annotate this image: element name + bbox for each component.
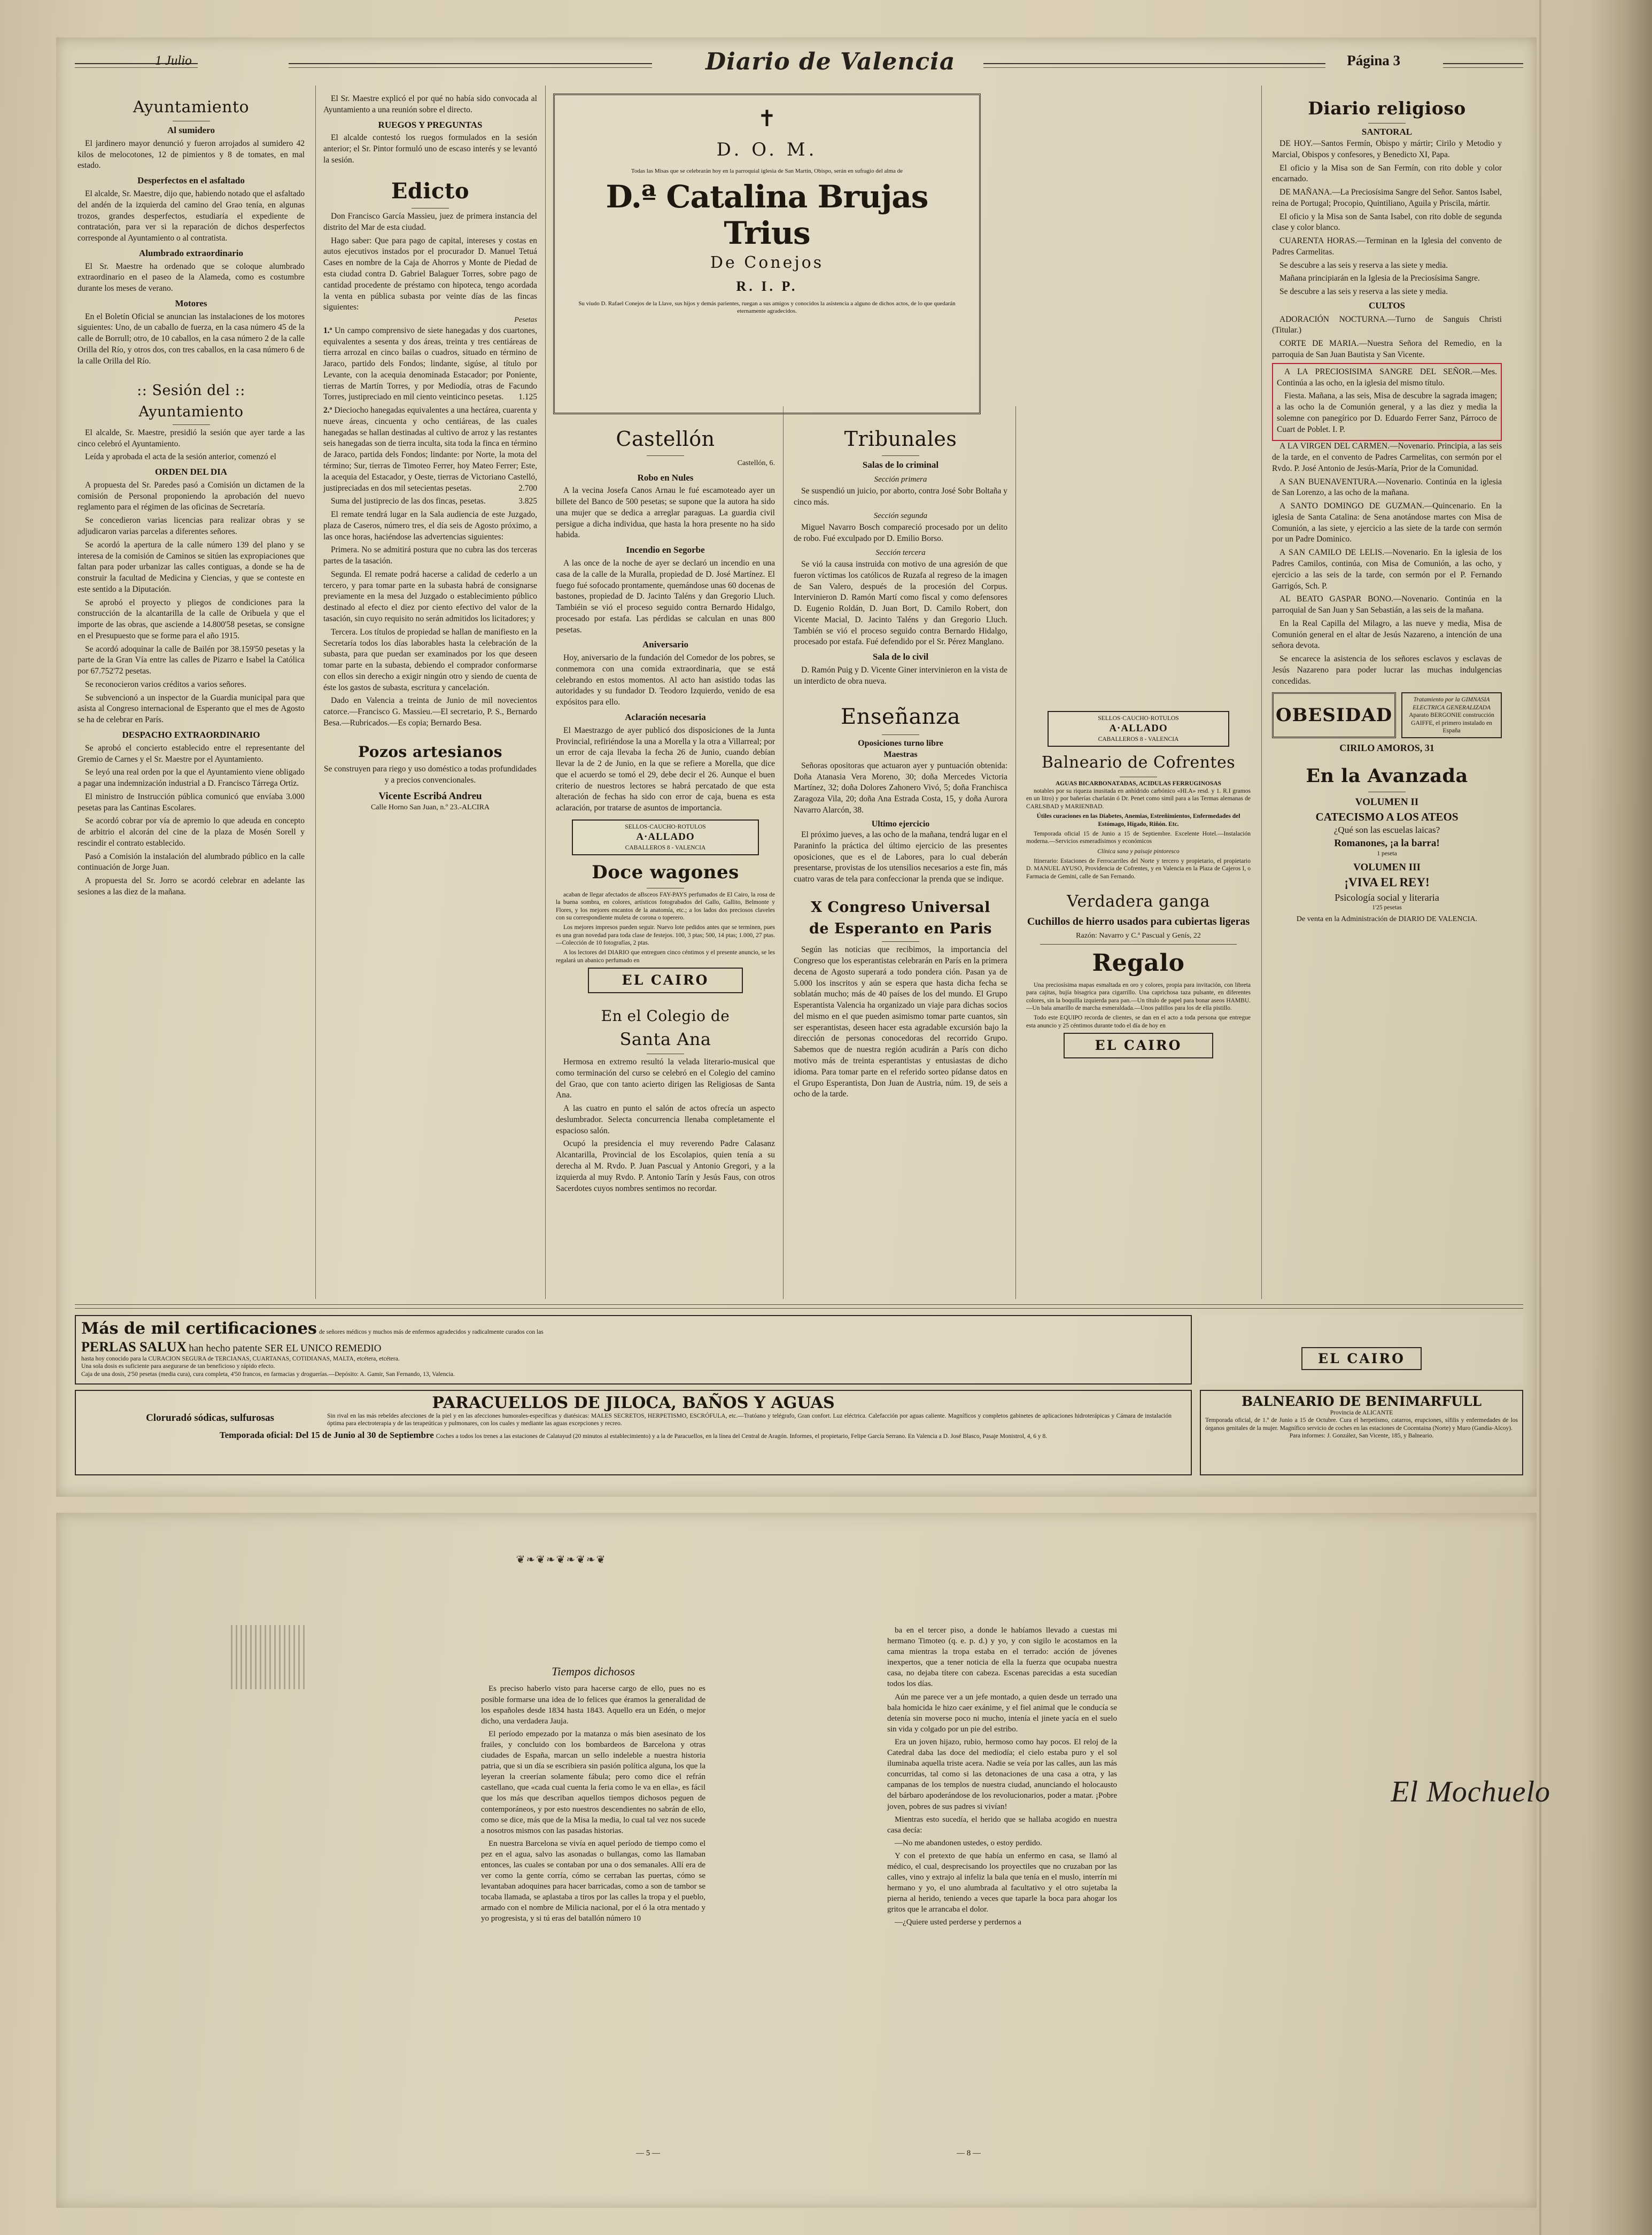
ad-line: SELLOS·CAUCHO·ROTULOS [1098, 715, 1179, 722]
subhead-aniversario: Aniversario [642, 639, 688, 650]
ad-text: Sin rival en las más rebeldes afecciones de la piel y en las afecciones humorales-específicas y diatésicas: MALES SECRETOS, HERPETISMO, ESCRÓFULA, etc.—Tratóano y telégrafo, Gran confort. Luz eléctrica. Calefacción por aguas caliente. Magníficos y completos gabinetes de aplicaciones hidroterápicas y Cámara de instalación óptima para electroterapia y de las terapeúticas y pulmonares, con los cuales y mediante las aguas excepciones y recreo. [327, 1413, 1172, 1427]
ad-sub: Cloruradó sódicas, sulfurosas [146, 1412, 274, 1424]
paragraph: Segunda. El remate podrá hacerse a calidad de cederlo a un tercero, y para tomar parte en la subasta habrá de consignarse previamente en la mesa del Juzgado o establecimiento público destinado al efecto el diez por ciento efectivo del valor de la tasación, sin cuyo requisito no serán admitidos los licitadores; y [323, 569, 537, 623]
dateline: Castellón, 6. [737, 459, 775, 467]
paragraph: Dado en Valencia a treinta de Junio de mil novecientos catorce.—Francisco G. Massieu.—El secretario, P. S., Bernardo Besa.—Rubricados.—Es copia; Bernardo Besa. [323, 696, 537, 728]
subhead-seccion-tercera: Sección tercera [875, 548, 926, 557]
masthead [75, 48, 1523, 77]
ad-address: Calle Horno San Juan, n.º 23.-ALCIRA [370, 803, 490, 812]
ad-title-verdadera-ganga: Verdadera ganga [1067, 892, 1210, 911]
section-title-edicto: Edicto [391, 178, 470, 204]
masthead-mochuelo: El Mochuelo [1391, 1775, 1550, 1808]
ad-sub: de señores médicos y muchos más de enfermos agradecidos y radicalmente curados con las [319, 1329, 544, 1335]
paragraph: ADORACIÓN NOCTURNA.—Turno de Sanguis Christi (Titular.) [1272, 314, 1502, 335]
paragraph: Se vió la causa instruida con motivo de una agresión de que fueron víctimas los católicos de Ruzafa al regreso de la imagen de San Valero, después de la procesión del Corpus. Intervinieron D. Ramón Martí como fiscal y como defensores D. Eugenio Roldán, D. Juan Bort, D. Camilo Robert, don Vicente Macial, D. Jacinto Taléns y dan Gregorio Lluch. También se vió el proceso seguido contra Bernardo Hidalgo, procesado por estafa. Fué defendido por el Sr. Pérez Manglano. [794, 560, 1007, 647]
subhead-orden-dia: ORDEN DEL DIA [154, 467, 228, 477]
column-diario-religioso [1272, 94, 1502, 925]
ad-title-balneario-cofrentes: Balneario de Cofrentes [1041, 753, 1236, 772]
paragraph: DE MAÑANA.—La Preciosísima Sangre del Señor. Santos Isabel, reina de Portugal; Procopio, Quintiliano, Aguila y Priscila, mártir. [1272, 188, 1502, 208]
paragraph: Era un joven hijazo, rubio, hermoso como hay pocos. El reloj de la Catedral daba las doce del mediodía; el cielo estaba puro y el sol iluminaba aquella triste acera. Nadie se veía por las calles, aun las más concurridas, tal como si las detonaciones de una casa a otra, y las campanas de los templos de nuestra ciudad, anunciando el holocausto del bárbaro apoderándose de los revolucionarios, poder a matar. ¡Pobre joven, pobres de sus padres si vivían! [887, 1737, 1117, 1811]
paragraph: Leída y aprobada el acta de la sesión anterior, comenzó el [85, 452, 276, 462]
section-title-ensenanza: Enseñanza [841, 705, 960, 730]
subhead-sala-criminal: Salas de lo criminal [862, 459, 939, 470]
highlighted-notice [1272, 363, 1502, 442]
page-fold [1539, 0, 1541, 2235]
ad-line: CABALLEROS 8 - VALENCIA [625, 844, 706, 851]
ad-line: CABALLEROS 8 - VALENCIA [1098, 736, 1179, 743]
paragraph: En nuestra Barcelona se vivía en aquel período de tiempo como el pez en el agua, salvo las asonadas o bullangas, como las llamaban entonces, las cuales se contaban por una o dos semanales. Allí era de ver como la gente corría, cómo se cerraban las puertas, cómo se levantaban adoquines para hacer barricadas, como a son de tambor se tocaba llamada, se aplastaba a tiros por las calles la tropa y el pueblo, armado con el nombre de Milicia nacional, por el ó la otra mentado y yo progresista, y si tú eras del batallón número 10 [481, 1839, 705, 1923]
ad-brand-elcairo: EL CAIRO [588, 968, 743, 993]
section-title-colegio: En el Colegio de [601, 1007, 730, 1025]
subhead-cultos: CULTOS [1368, 300, 1406, 311]
paragraph: El remate tendrá lugar en la Sala audiencia de este Juzgado, plaza de Caseros, número tres, el día seis de Agosto próximo, a las once horas, haciéndose las advertencias siguientes: [323, 510, 537, 542]
paragraph [323, 496, 537, 507]
ad-obesidad: OBESIDAD [1272, 692, 1396, 738]
volume-2-label: VOLUMEN II [1355, 796, 1419, 808]
paragraph: Y con el pretexto de que había un enfermo en casa, se llamó al médico, el cual, desprecisando los proyectiles que no cruzaban por las calles, vino y extrajo al infeliz la bala que tenía en el muslo, interrín mi hermano y yo, el uno alumbrada al facultativo y el otro sujetaba la pierna al herido, teniendo a veces que taparle la boca para ahogar los gritos que le arrancaba el dolor. [887, 1851, 1117, 1914]
article-title: Tiempos dichosos [552, 1665, 635, 1678]
suma-value: 3.825 [518, 497, 537, 506]
ad-banner-salux [75, 1315, 1192, 1385]
paragraph: —No me abandonen ustedes, o estoy perdido. [895, 1838, 1042, 1847]
section-title-esperanto-2: de Esperanto en Paris [809, 921, 992, 938]
subhead-incendio: Incendio en Segorbe [626, 545, 705, 555]
masthead-title: Diario de Valencia [705, 48, 956, 75]
ad-banner-paracuellos [75, 1390, 1192, 1475]
paragraph: Los mejores impresos pueden seguir. Nuevo lote pedidos antes que se terminen, pues es una gran novedad para toda clase de festejos. 100, 3 ptas; 500, 14 ptas; 1.000, 27 ptas.—Colección de 10 fotografías, 2 ptas. [556, 924, 775, 947]
ad-brand: A·ALLADO [1109, 723, 1168, 734]
subhead-motores: Motores [175, 298, 207, 308]
paragraph: Hermosa en extremo resultó la velada literario-musical que como terminación del curso se celebró en el Colegio del camino del Grao, que con tanto acierto dirigen las Religiosas de Santa Ana. [556, 1057, 775, 1100]
paragraph: El próximo jueves, a las ocho de la mañana, tendrá lugar en el Paraninfo la práctica del último ejercicio de las presentes oposiciones, que es el de Labores, para lo cual deberán presentarse, provistas de los utensilios necesarios a este fin, más cuatro varas de tela para confeccionar la prenda que se indique. [794, 830, 1007, 884]
paragraph: El alcalde contestó los ruegos formulados en la sesión anterior; el Sr. Pintor formuló uno de escaso interés y se levantó la sesión. [323, 133, 537, 165]
ad-brand-elcairo-2: EL CAIRO [1064, 1033, 1213, 1058]
paragraph: El oficio y la Misa son de San Fermín, con rito doble y color encarnado. [1272, 163, 1502, 184]
page-number-left: — 5 — [636, 2149, 660, 2157]
paragraph: Se construyen para riego y uso doméstico a todas profundidades y a precios convencionales. [323, 764, 537, 785]
paragraph: ba en el tercer piso, a donde le habíamos llevado a cuestas mi hermano Timoteo (q. e. p. d.) y yo, y con sigilo le acostamos en la cama mientras la tropa estaba en el terrado: acción de jóvenes inexpertos, que a tener noticia de ella la fuerza que ocupaba nuestra casa, no dejaba títere con cabeza. Escenas parecidas a esta sucedían todos los días. [887, 1626, 1117, 1689]
ad-address-cirilo: CIRILO AMOROS, 31 [1339, 743, 1434, 754]
paragraph: A la vecina Josefa Canos Arnau le fué escamoteado ayer un billete del Banco de 500 pesetas; se supone que la autora ha sido una mujer que se dedica a arreglar paraguas. La guardia civil persigue a dicha individua, que hasta la hora presente no ha sido habida. [556, 486, 775, 540]
obituary-notice [553, 94, 981, 414]
volume-3-title: ¡VIVA EL REY! [1344, 875, 1430, 889]
paragraph: A SAN CAMILO DE LELIS.—Novenario. En la iglesia de los Padres Camilos, continúa, con Misa de Comunión, a las ocho, y ejercicio a las seis de la tarde, con sermón por el P. Fernando Garrigós, Sch. P. [1272, 548, 1502, 591]
paragraph: El Sr. Maestre ha ordenado que se coloque alumbrado extraordinario en el paseo de la Alameda, como es costumbre durante los meses de verano. [77, 261, 305, 293]
masthead-date: 1 Julio [155, 53, 192, 68]
item-value: 2.700 [518, 483, 537, 493]
paragraph: A los lectores del DIARIO que entreguen cinco céntimos y el presente anuncio, se les regalará un abanico perfumado en [556, 949, 775, 964]
paragraph: acaban de llegar afectados de aBsceos FAY-PAYS perfumados de El Cairo, la rosa de la buena sombra, en colores, artísticos fotograbados del Gallo, Gallito, Belmonte y Flores, y los mejores encantos de la anatomía, etc.; a los lados dos preciosos claveles con su correspondiente muleta de corona o toperero. [556, 891, 775, 921]
ad-line: SELLOS·CAUCHO·ROTULOS [625, 823, 706, 830]
section-title-ayuntamiento: Ayuntamiento [133, 98, 250, 117]
paragraph: Clínica sana y paisaje pintoresco [1097, 848, 1180, 855]
ad-text: Caja de una dosis, 2'50 pesetas (media cura), cura completa, 4'50 francos, en farmacias y droguerías.—Depósito: A. Gamir, San Fernando, 13, Valencia. [81, 1371, 455, 1378]
obituary-footer: Su viudo D. Rafael Conejos de la Llave, sus hijos y demás parientes, ruegan a sus amigos y conocidos la asistencia a alguno de dichos actos, de lo que quedarán eternamente agradecidos. [578, 300, 956, 315]
paragraph: —¿Quiere usted perderse y perdernos a [895, 1918, 1021, 1927]
ad-brand-elcairo-3: EL CAIRO [1301, 1347, 1422, 1370]
subhead-alumbrado: Alumbrado extraordinario [138, 248, 244, 258]
paragraph: A SANTO DOMINGO DE GUZMAN.—Quincenario. En la iglesia de Santa Catalina: de Sena anotándose martes con Misa de Comunión, a las siete, y ejercicio a las siete de la tarde con sermón por un Padre Dominico. [1272, 501, 1502, 544]
section-title-castellon: Castellón [616, 427, 715, 451]
column-anuncios [1026, 422, 1251, 1062]
ad-text: Cuchillos de hierro usados para cubiertas ligeras [1027, 916, 1250, 928]
paragraph: Hago saber: Que para pago de capital, intereses y costas en autos ejecutivos instados por el procurador D. Manuel Tetuá Cases en nombre de la Caja de Ahorros y Monte de Piedad de esta ciudad contra D. Gabriel Balaguer Torres, sobre pago de cantidad procedente de préstamo con hipoteca, tengo acordada la venta en pública subasta por veinte días de las fincas siguientes: [323, 236, 537, 312]
paragraph: Útiles curaciones en las Diabetes, Anemias, Estreñimientos, Enfermedades del Estómago, Hígado, Riñón. Etc. [1036, 813, 1240, 828]
paragraph: A LA PRECIOSISIMA SANGRE DEL SEÑOR.—Mes. Continúa a las ocho, en la iglesia del mismo título. [1277, 367, 1497, 388]
paragraph: A las once de la noche de ayer se declaró un incendio en una casa de la calle de la Muralla, propiedad de D. José Martínez. El fuego fué sofocado prontamente, quemándose unas 60 docenas de bastones, propiedad de D. Jacinto Taléns y dan Gregorio Lluch. Tambiéin se vió el proceso seguido contra Bernardo Hidalgo, procesado por estafa. Las pérdidas se calculan en unas 800 pesetas. [556, 559, 775, 635]
ad-temporada: Temporada oficial: Del 15 de Junio al 30 de Septiembre [219, 1429, 434, 1440]
paragraph: Señoras opositoras que actuaron ayer y puntuación obtenida: Doña Atanasia Vera Moreno, 30; doña Mercedes Victoria Martínez, 32; doña Dolores Zahonero Vivó, 5; doña Franchisca Zaragoza Vila, 20; doña Ana Estrada Costa, 15, y doña Aurora Navarro Alarcón, 38. [794, 761, 1007, 815]
paragraph: Según las noticias que recibimos, la importancia del Congreso que los esperantistas celebrarán en París en la primera decena de Agosto superará a todo pondera ción. Pasan ya de 5.000 los inscritos y aún se espera que hasta dicha fecha se soblatán mucho; más de 40 países de los del mundo. El Grupo Esperantista Valencia ha organizado un viaje para dichas socios del mismo en el que pueden asimismo tomar parte cuantos, sin ser esperantistas, deseen hacer esta agradable excursión bajo la dirección de personas conocedoras del recorrido Grupo. Sabemos que de nuestra región acudirán a París con dicho motivo más de treinta esperantistas y entusiastas de dicho idioma. Para tomar parte en el referido sorteo pídanse datos en el Grupo Esperantista, Don Juan de Austria, núm. 19, de seis a ocho de la tarde. [794, 945, 1007, 1099]
ad-title: PARACUELLOS DE JILOCA, BAÑOS Y AGUAS [432, 1394, 835, 1412]
section-title-tribunales: Tribunales [844, 427, 957, 451]
ad-province: Provincia de ALICANTE [1330, 1410, 1393, 1416]
ad-sellos-allado [572, 819, 759, 855]
subhead-oposiciones: Oposiciones turno libre [858, 739, 943, 748]
ad-text: Una sola dosis es suficiente para asegurarse de tan beneficioso y rápido efecto. [81, 1363, 275, 1370]
obituary-name: D.ª Catalina Brujas Trius [606, 178, 928, 251]
paragraph: A SAN BUENAVENTURA.—Novenario. Continúa en la iglesia de San Lorenzo, a las ocho de la mañana. [1272, 477, 1502, 498]
obituary-intro: Todas las Misas que se celebrarán hoy en la parroquial iglesia de San Martín, Obispo, serán en sufragio del alma de [631, 168, 903, 174]
paragraph: En el Boletín Oficial se anuncian las instalaciones de los motores siguientes: Uno, de un caballo de fuerza, en la casa número 45 de la calle de Borrull; otro, de 10 caballos, en la casa número 2 de la calle Orilla del Río, y otros dos, con tres caballos, en la casa número 6 de la calle Orilla del Río. [77, 312, 305, 366]
section-title-sesion: :: Sesión del :: [137, 382, 245, 399]
subhead-ruegos: RUEGOS Y PREGUNTAS [378, 119, 483, 130]
paragraph: A LA VIRGEN DEL CARMEN.—Novenario. Principia, a las seis de la tarde, en el convento de Padres Carmelitas, con sermón por el Rvdo. P. José Antonio de Jesús-María, Prior de la Comunidad. [1272, 442, 1502, 473]
item-text: Un campo comprensivo de siete hanegadas y dos cuartones, equivalentes a sesenta y dos áreas, treinta y tres centiáreas de tierra arrozal en cinco bailas o cuadros, situado en término de Jaraco, partido dels Fondos; lindante, sigúse, al título por Levante, con la acequia denominada Estacador; por Poniente, tierras de Martín Torres, y por Mediodía, otras de Facundo Torres, justipreciado en mil ciento veinticinco pesetas. [323, 326, 537, 402]
paragraph: DE HOY.—Santos Fermín, Obispo y mártir; Cirilo y Metodio y Marcial, Obispos y confesores, y Benedicto XI, Papa. [1272, 138, 1502, 159]
barcode-mark [230, 1625, 305, 1689]
obituary-dom: D. O. M. [716, 139, 818, 160]
item-value: 1.125 [518, 392, 537, 402]
ad-title-pozos: Pozos artesianos [358, 743, 503, 761]
subhead-aclaracion: Aclaración necesaria [625, 712, 706, 722]
volume-3-label: VOLUMEN III [1353, 862, 1421, 873]
ad-title-regalo: Regalo [1092, 949, 1185, 977]
paragraph: Aún me parece ver a un jefe montado, a quien desde un terrado una bala homicida le hizo caer exánime, y el fiel animal que le conducía se detenía sin moverse poco ni mucho, intenía el jinete yacía en el suelo sin vida y colgado por un pie del estribo. [887, 1692, 1117, 1734]
paragraph: A las cuatro en punto el salón de actos ofrecía un aspecto deslumbrador. Selecta concurrencia llenaba completamente el espacioso salón. [556, 1104, 775, 1135]
volume-2-sub: ¿Qué son las escuelas laicas? [1333, 824, 1440, 835]
ad-brand: PERLAS SALUX [81, 1339, 187, 1355]
venta-text: De venta en la Administración de DIARIO DE VALENCIA. [1296, 915, 1478, 924]
column-castellon [556, 422, 775, 1196]
paragraph: El alcalde, Sr. Maestre, presidió la sesión que ayer tarde a las cinco celebró el Ayuntamiento. [77, 428, 305, 448]
page-edge-shadow [1588, 0, 1652, 2235]
page-number-right: — 8 — [957, 2149, 981, 2157]
paragraph: Primera. No se admitirá postura que no cubra las dos terceras partes de la tasación. [323, 545, 537, 566]
paragraph: A propuesta del Sr. Jorro se acordó celebrar en adelante las sesiones a las diez de la mañana. [77, 876, 305, 896]
subhead-santoral: SANTORAL [1361, 127, 1413, 137]
paragraph: Mañana principiarán en la Iglesia de la Preciosísima Sangre. [1279, 274, 1480, 283]
volume-2-sub2: Romanones, ¡a la barra! [1334, 837, 1440, 849]
paragraph: Miguel Navarro Bosch compareció procesado por un delito de robo. Fué exculpado por D. Emilio Borso. [794, 523, 1007, 544]
paragraph: Itinerario: Estaciones de Ferrocarriles del Norte y tercero y propietario, el propietario D. MANUEL AYUSO, Providencia de Cofrentes, y en Valencia en la Plaza de Cajeros I, o Farmacia de Gemini, calle de San Fernando. [1026, 858, 1251, 880]
ad-title: Tratamiento por la GIMNASIA ELECTRICA GENERALIZADA [1413, 697, 1491, 711]
ad-subtitle: AGUAS BICARBONATADAS, ACIDULAS FERRUGINOSAS [1055, 780, 1222, 787]
paragraph: Se subvencionó a un inspector de la Guardia municipal para que asista al Congreso internacional de Esperanto que el mes de Agosto se ha de celebrar en París. [77, 693, 305, 725]
ad-title: BALNEARIO DE BENIMARFULL [1241, 1394, 1482, 1409]
subhead-robo-nules: Robo en Nules [637, 472, 694, 483]
paragraph: Una preciosísima mapas esmaltada en oro y colores, propia para invitación, con libreta para cajitas, bujía bisagrica para cigarrillo. Una caprichosa taza pulsante, en diferentes colores, sin la boquilla izquierda para pan.—Un título de papel para bonar aseos HAMBU.—Un bala amarillo de marcha esmeraldada.—Unos palillos para los de ella pistillo. [1026, 981, 1251, 1011]
subhead-desperfectos: Desperfectos en el asfaltado [137, 175, 245, 186]
paragraph: Se leyó una real orden por la que el Ayuntamiento viene obligado a pagar una indemnización industrial a D. Francisco Tárrega Ortiz. [77, 768, 305, 788]
paragraph: El Sr. Maestre explicó el por qué no había sido convocada al Ayuntamiento a una reunión sobre el directo. [323, 94, 537, 114]
subhead-ultimo-ejercicio: Ultimo ejercicio [871, 819, 930, 829]
subhead-despacho: DESPACHO EXTRAORDINARIO [122, 729, 260, 740]
item-number: 2.ª [323, 406, 332, 415]
paragraph: El alcalde, Sr. Maestre, dijo que, habiendo notado que el asfaltado del andén de la izquierda del camino del Grao tenía, en algunas trozos, grandes desperfectos, estudiaría el expediente de contratación, para ver si la reparación de dichos desperfectos corresponde al Ayuntamiento o al contratista. [77, 189, 305, 243]
paragraph: CUARENTA HORAS.—Terminan en la Iglesia del convento de Padres Carmelitas. [1272, 236, 1502, 257]
subhead-maestras: Maestras [883, 750, 918, 760]
paragraph: El jardinero mayor denunció y fueron arrojados al sumidero 42 kilos de melocotones, 12 de pimientos y 8 de tomates, en mal estado. [77, 138, 305, 171]
paragraph: Temporada oficial 15 de Junio a 15 de Septiembre. Excelente Hotel.—Instalación moderna.—Servicios esmeradísimos y económicos [1026, 830, 1251, 845]
paragraph: Tercera. Los títulos de propiedad se hallan de manifiesto en la Secretaría todos los días laborables hasta la celebración de la subasta, para que puedan ser examinados por los que deseen tomar parte en la subasta, debiendo el comprador conformarse con ellos sin derecho a exigir ningún otro y siendo de cuenta de éste los gastos de subasta, escritura y cancelación. [323, 627, 537, 692]
paragraph: Se descubre a las seis y reserva a las siete y media. [1279, 260, 1448, 270]
column-mochuelo-right [887, 1625, 1117, 1930]
volume-3-sub: Psicología social y literaria [1335, 892, 1439, 903]
paragraph: Don Francisco García Massieu, juez de primera instancia del distrito del Mar de esta ciudad. [323, 212, 537, 232]
masthead-page: Página 3 [1347, 52, 1400, 68]
section-title-esperanto: X Congreso Universal [811, 899, 990, 916]
paragraph: Se suspendió un juicio, por aborto, contra José Sobr Boltaña y cinco más. [794, 486, 1007, 507]
ad-contact: Razón: Navarro y C.ª Pascual y Genís, 22 [1076, 932, 1201, 940]
paragraph: Mientras esto sucedía, el herido que se hallaba acogido en nuestra casa decía: [887, 1815, 1117, 1835]
list-item [323, 326, 537, 403]
paragraph: Fiesta. Mañana, a las seis, Misa de descubre la sagrada imagen; a las ocho la de Comunión general, y a las diez y media la solemne con panegírico por D. Eduardo Ferrer Sanz, Párroco de Cuart de Poblet. I. P. [1277, 391, 1497, 434]
paragraph: Ocupó la presidencia el muy reverendo Padre Calasanz Alcantarilla, Provincial de los Escolapios, quien tenía a su derecha al M. Rvdo. P. Juan Pascual y Antonio Gregori, y a la izquierda al muy Rvdo. P. Antonio Tarín y Jesús Faus, con otros Sacerdotes cuyos nombres sentimos no recordar. [556, 1139, 775, 1193]
paragraph: Se acordó la apertura de la calle número 139 del plano y se interesa de la comisión de Caminos se sitúen las expropiaciones que faltan para poder urbanizar las calles contiguas, a donde se ha de construir la facultad de Medicina y Ciencias, y que se conteste en este sentido a la Diputación. [77, 540, 305, 594]
paragraph: Se acordó cobrar por vía de apremio lo que adeuda en concepto de arbitrio el alcorán del cine de la plaza de Mosén Sorell y rescindir el contrato establecido. [77, 816, 305, 848]
cross-icon: ✝ [757, 107, 777, 132]
ad-contact: Para informes: J. González, San Vicente, 185, y Balneario. [1289, 1433, 1434, 1440]
ad-signature: Vicente Escribá Andreu [378, 790, 482, 802]
paragraph: A propuesta del Sr. Paredes pasó a Comisión un dictamen de la comisión de Personal proponiendo la aprobación del nuevo reglamento para el régimen de las oficinas de Secretaría. [77, 480, 305, 512]
section-title-sesion-2: Ayuntamiento [138, 403, 244, 420]
item-number: 1.ª [323, 326, 332, 335]
paragraph: notables por su riqueza inusitada en anhídrido carbónico «HI.A» resd. y 1. R.I gramos en un litro) y por bañerías charlatán ó Dr. Penet como simil para a las Termas alemanas de CARLSBAD y MARIENBAD. [1026, 788, 1251, 810]
obituary-name-2: De Conejos [710, 253, 824, 272]
ad-sellos-allado-2 [1048, 711, 1229, 747]
decorative-ornament: ❦❧❦❧❦❧❦❧❦ [516, 1554, 607, 1566]
column-ayuntamiento [77, 94, 305, 900]
paragraph: AL BEATO GASPAR BONO.—Novenario. Continúa en la parroquial de San Juan y San Sebastián, a las seis de la mañana. [1272, 594, 1502, 615]
ad-claim: han hecho patente SER EL UNICO REMEDIO [189, 1343, 382, 1354]
paragraph: Se acordó adoquinar la calle de Bailén por 38.159'50 pesetas y la parte de la Gran Vía entre las calles de Pizarro e Isabel la Católica por 67.752'72 pesetas. [77, 644, 305, 676]
paragraph: D. Ramón Puig y D. Vicente Giner intervinieron en la vista de un interdicto de obra nueva. [794, 665, 1007, 686]
ad-gimnasia-electrica [1401, 692, 1502, 738]
ad-text: Aparato BERGONIE construcción GAIFFE, el primero instalado en España [1409, 712, 1494, 734]
subhead-sala-civil: Sala de lo civil [872, 652, 929, 662]
subhead-al-sumidero: Al sumidero [167, 125, 215, 136]
list-item [323, 405, 537, 494]
paragraph: Hoy, aniversario de la fundación del Comedor de los pobres, se conmemora con una comida extraordinaria, que se está celebrando en estos momentos. Al acto han asistido todas las autoridades y su fundador D. Teodoro Izquierdo, venido de esa expósitos para ello. [556, 653, 775, 707]
paragraph: CORTE DE MARIA.—Nuestra Señora del Remedio, en la parroquia de San Juan Bautista y San Vicente. [1272, 339, 1502, 359]
volume-3-price: 1'25 pesetas [1372, 904, 1402, 911]
paragraph: El ministro de Instrucción pública comunicó que envíaba 3.000 pesetas para las Cantinas Escolares. [77, 792, 305, 813]
paragraph: Se concedieron varias licencias para realizar obras y se adjudicaron varias parcelas a diferentes señores. [77, 516, 305, 536]
paragraph: Pasó a Comisión la instalación del alumbrado público en la calle continuación de Jorge Juan. [77, 852, 305, 872]
column-tribunales [794, 422, 1007, 1102]
ad-title-doce-wagones: Doce wagones [592, 862, 739, 884]
section-title-colegio-2: Santa Ana [619, 1029, 711, 1050]
page-sheet-bottom [56, 1513, 1537, 2208]
ad-title-avanzada: En la Avanzada [1306, 765, 1468, 787]
paragraph: En la Real Capilla del Milagro, a las nueve y media, Misa de Comunión general en el altar de Jesús Nazareno, a intención de una señora devota. [1272, 618, 1502, 651]
volume-2-price: 1 peseta [1377, 850, 1397, 857]
ad-title: Más de mil certificaciones [81, 1319, 317, 1338]
column-edicto [323, 94, 537, 813]
suma-label: Suma del justiprecio de las dos fincas, pesetas. [331, 497, 486, 506]
section-title-religioso: Diario religioso [1308, 98, 1466, 119]
column-mochuelo-left [481, 1652, 705, 1927]
subhead-seccion-segunda: Sección segunda [873, 512, 928, 521]
ad-text: Coches a todos los trenes a las estaciones de Calatayud (20 minutos al establecimiento) y a la de Paracuellos, en la línea del Central de Aragón. Informes, el propietario, Felipe García Serrano. En Valencia a D. José Blasco, Pasaje Monistrol, 4, 6 y 8. [436, 1433, 1048, 1440]
subhead-seccion-primera: Sección primera [874, 475, 927, 484]
paragraph: Se descubre a las seis y reserva a las siete y media. [1279, 287, 1448, 297]
obituary-rip: R. I. P. [736, 278, 798, 294]
item-text: Dieciocho hanegadas equivalentes a una hectárea, cuarenta y nueve áreas, cincuenta y ocho centiáreas, de las cuales hanegadas se hallan destinadas al cultivo de arroz y las restantes seis hanegadas son de tierra inculta, sita toda la finca en término de Jaraco, partida dels Fondos; lindante: por Norte, la mota del término; Sur, tierras de Timoteo Ferrer, hoy Mateo Ferrer; Este, la acequia del Estacador, y Oeste, tierras de Victoriano Castelló, justipreciadas en dos mil setecientas pesetas. [323, 406, 538, 493]
volume-2-title: CATECISMO A LOS ATEOS [1315, 810, 1459, 823]
paragraph: El período empezado por la matanza o más bien asesinato de los frailes, y concluido con los bombardeos de Barcelona y otras ciudades de España, marcan un sello indeleble a nuestra historia patria, que si un día se escribiera sin pasión política alguna, los que la leyeran la creerían solamente fábula; pero como dice el refrán castellano, que «cada cual cuenta la feria como le va en ella», es fácil que los más que describan aquellos tiempos dichosos peguen de contemporáneos, y por esto nuestros descendientes no sabrán de ello, como se dice, más que de la Misa la media, lo cual tal vez nos sucede a nosotros mismos con las pasadas historias. [481, 1729, 705, 1835]
paragraph: Se aprobó el concierto establecido entre el representante del Gremio de Carnes y el Sr. Maestre por el Ayuntamiento. [77, 743, 305, 764]
ad-brand: A·ALLADO [636, 831, 695, 843]
ad-text: hasta hoy conocido para la CURACION SEGURA de TERCIANAS, CUARTANAS, COTIDIANAS, MALTA, etcétera, etcétera. [81, 1356, 400, 1362]
ad-banner-benimarfull [1200, 1390, 1523, 1475]
paragraph: El oficio y la Misa son de Santa Isabel, con rito doble de segunda clase y color blanco. [1272, 212, 1502, 233]
paragraph: El Maestrazgo de ayer publicó dos disposiciones de la Junta Provincial, refiriéndose la una a Morella y la otra a Villarreal; por un error de caja llevaba la fecha 26 de Junio, cuando debían llevar la de 2 de Junio, en la que se refiere a Morella, que dice que el acuerdo se tomó el 29, debe decir el 26. Aunque el buen criterio de nuestros lectores se habrá percatado de que esta alteración de fechas ha sido con error de caja, buena es esta aclaración, por tratarse de asuntos de importancia. [556, 725, 775, 813]
paragraph: Se encarece la asistencia de los señores esclavos y esclavas de Jesús Nazareno para poder lucrar las muchas indulgencias concedidas. [1272, 654, 1502, 686]
paragraph: Es preciso haberlo visto para hacerse cargo de ello, pues no es posible formarse una idea de lo felices que éramos la generalidad de los españoles desde 1834 hasta 1843. Aquello era un Edén, o mejor dicho, una verdadera Jauja. [481, 1684, 705, 1726]
pesetas-label: Pesetas [514, 316, 537, 324]
ad-text: Temporada oficial, de 1.º de Junio a 15 de Octubre. Cura el herpetismo, catarros, erupciones, sífilis y enfermedades de los órganos genitales de la mujer. Magnífico servicio de coches en las estaciones de Cocentaina (Norte) y Muro (Gandía-Alcoy). [1205, 1417, 1518, 1432]
paragraph: Todo este EQUIPO recorda de clientes, se dan en el acto a toda persona que entregue esta anuncio y 25 céntimos durante todo el día de hoy en [1026, 1015, 1251, 1029]
paragraph: Se reconocieron varios créditos a varios señores. [85, 679, 246, 689]
paragraph: Se aprobó el proyecto y pliegos de condiciones para la construcción de la alcantarilla de la calle de Oribuela y que el importe de las obras, que asciende a 14.800'58 pesetas, se consigne en el Presupuesto que se forme para el año 1915. [77, 598, 305, 640]
ad-banner-elcairo-bottom [1200, 1315, 1523, 1385]
